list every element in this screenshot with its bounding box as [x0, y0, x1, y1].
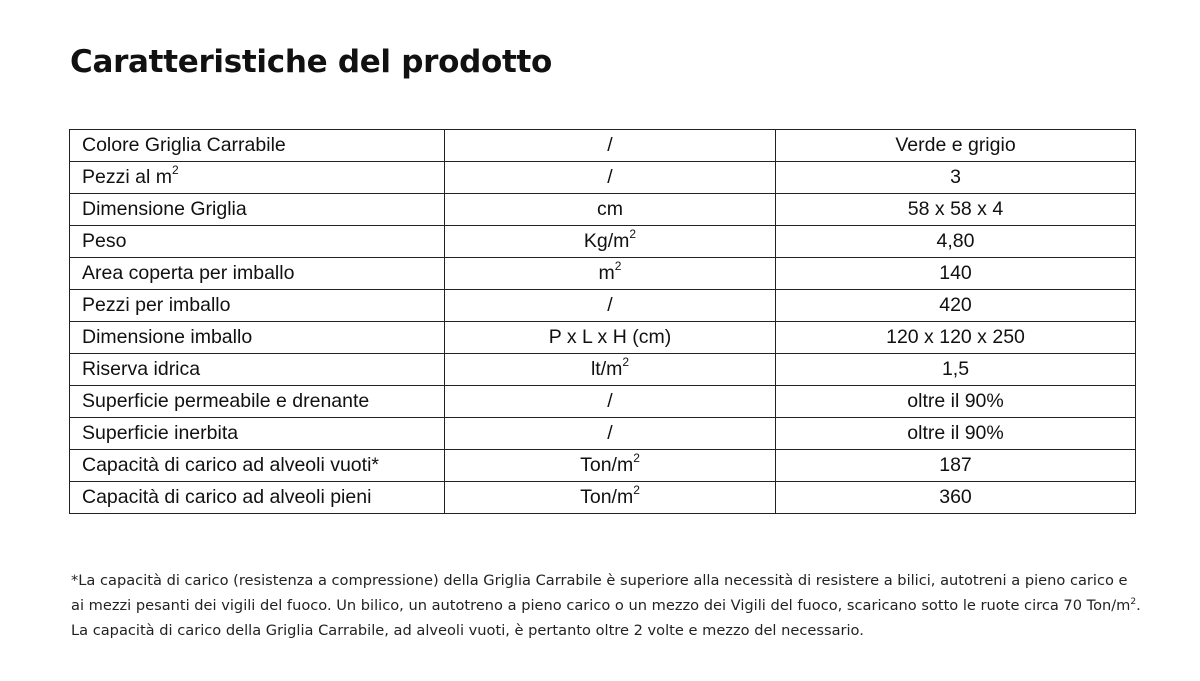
spec-label: Pezzi per imballo [70, 290, 445, 322]
table-row [70, 450, 1136, 482]
spec-value: 187 [776, 450, 1136, 482]
spec-unit: $lt/m^2$ [445, 354, 776, 386]
spec-value: 58 x 58 x 4 [776, 194, 1136, 226]
spec-label: Superficie inerbita [70, 418, 445, 450]
spec-label: Capacità di carico ad alveoli pieni [70, 482, 445, 514]
spec-label: Dimensione imballo [70, 322, 445, 354]
table-row [70, 290, 1136, 322]
spec-label: Superficie permeabile e drenante [70, 386, 445, 418]
table-row [70, 386, 1136, 418]
spec-unit: / [445, 162, 776, 194]
spec-unit: / [445, 386, 776, 418]
spec-value: 120 x 120 x 250 [776, 322, 1136, 354]
spec-value: oltre il 90% [776, 386, 1136, 418]
spec-unit: cm [445, 194, 776, 226]
spec-label: Riserva idrica [70, 354, 445, 386]
spec-label: Colore Griglia Carrabile [70, 130, 445, 162]
spec-value: 3 [776, 162, 1136, 194]
spec-unit: Ton/$m^2$ [445, 450, 776, 482]
spec-label: Dimensione Griglia [70, 194, 445, 226]
table-row [70, 354, 1136, 386]
spec-unit: / [445, 290, 776, 322]
table-row [70, 130, 1136, 162]
spec-value: oltre il 90% [776, 418, 1136, 450]
table-row [70, 482, 1136, 514]
spec-unit: Ton/$m^2$ [445, 482, 776, 514]
spec-value: 360 [776, 482, 1136, 514]
table-row [70, 162, 1136, 194]
spec-value: Verde e grigio [776, 130, 1136, 162]
spec-unit: P x L x H (cm) [445, 322, 776, 354]
spec-unit: $Kg/m^2$ [445, 226, 776, 258]
spec-label: Area coperta per imballo [70, 258, 445, 290]
spec-unit: $m^2$ [445, 258, 776, 290]
spec-label: Pezzi al $m^2$ [70, 162, 445, 194]
page-title: Caratteristiche del prodotto [70, 44, 553, 80]
spec-value: 4,80 [776, 226, 1136, 258]
table-row [70, 258, 1136, 290]
table-row [70, 194, 1136, 226]
spec-value: 140 [776, 258, 1136, 290]
table-row [70, 418, 1136, 450]
spec-label: Capacità di carico ad alveoli vuoti* [70, 450, 445, 482]
spec-value: 420 [776, 290, 1136, 322]
spec-value: 1,5 [776, 354, 1136, 386]
spec-unit: / [445, 130, 776, 162]
product-specs-table [69, 129, 1136, 514]
spec-label: Peso [70, 226, 445, 258]
table-row [70, 322, 1136, 354]
spec-unit: / [445, 418, 776, 450]
table-row [70, 226, 1136, 258]
footnote: *La capacità di carico (resistenza a compressione) della Griglia Carrabile è superiore alla necessità di resistere a bilici, autotreni a pieno carico e ai mezzi pesanti dei vigili del fuoco. Un bilico, un autotreno a pieno carico o un mezzo dei Vigili del fuoco, scaricano sotto le ruote circa 70 Ton/$m^2$. La capacità di carico della Griglia Carrabile, ad alveoli vuoti, è pertanto oltre 2 volte e mezzo del necessario. [71, 572, 1141, 639]
